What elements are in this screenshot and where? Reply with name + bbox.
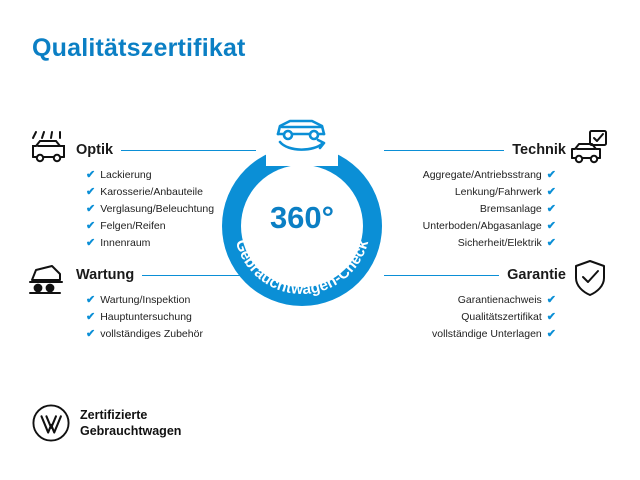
- list-item: [384, 218, 556, 235]
- badge-360-check: [222, 146, 382, 306]
- letterbox-top: [0, 0, 640, 8]
- list-item-label: Unterboden/Abgasanlage: [422, 220, 542, 232]
- check-icon: ✔: [86, 311, 96, 323]
- list-item-label: Lackierung: [100, 169, 152, 181]
- section-garantie: [384, 267, 566, 343]
- list-item-label: Aggregate/Antriebsstrang: [422, 169, 542, 181]
- vw-logo: [32, 404, 70, 442]
- check-icon: ✔: [546, 294, 556, 306]
- list-item-label: Wartung/Inspektion: [100, 294, 191, 306]
- check-icon: ✔: [546, 328, 556, 340]
- list-item-label: vollständige Unterlagen: [432, 328, 542, 340]
- section-garantie-title: Garantie: [507, 267, 566, 283]
- letterbox-bottom: [0, 472, 640, 480]
- list-item: [384, 326, 556, 343]
- list-item: [384, 184, 556, 201]
- check-icon: ✔: [546, 169, 556, 181]
- section-garantie-header: [384, 267, 566, 283]
- list-item-label: Qualitätszertifikat: [461, 311, 542, 323]
- section-technik: [384, 142, 566, 252]
- check-icon: ✔: [86, 203, 96, 215]
- shield-check-icon: [572, 258, 612, 305]
- check-icon: ✔: [546, 220, 556, 232]
- list-item-label: Lenkung/Fahrwerk: [454, 186, 542, 198]
- check-icon: ✔: [86, 294, 96, 306]
- page-title: Qualitätszertifikat: [32, 34, 246, 62]
- car-wash-icon: [26, 130, 72, 175]
- list-item-label: Felgen/Reifen: [100, 220, 166, 232]
- footer-text: [80, 407, 181, 439]
- car-lift-icon: [26, 262, 72, 303]
- list-item: [384, 235, 556, 252]
- list-item-label: Karosserie/Anbauteile: [100, 186, 203, 198]
- list-item-label: Garantienachweis: [457, 294, 542, 306]
- check-icon: ✔: [86, 328, 96, 340]
- list-item-label: Innenraum: [100, 237, 151, 249]
- section-technik-header: [384, 142, 566, 158]
- footer-line-2: Gebrauchtwagen: [80, 424, 182, 438]
- divider: [384, 150, 504, 151]
- section-wartung-title: Wartung: [76, 267, 135, 283]
- check-icon: ✔: [86, 186, 96, 198]
- list-item: [384, 309, 556, 326]
- section-technik-items: [384, 167, 566, 252]
- badge-arc-text: Gebrauchtwagen-Check: [231, 237, 373, 299]
- list-item: [384, 201, 556, 218]
- section-optik-title: Optik: [76, 142, 114, 158]
- section-garantie-items: [384, 292, 566, 343]
- check-icon: ✔: [86, 220, 96, 232]
- list-item-label: Verglasung/Beleuchtung: [100, 203, 215, 215]
- car-rotation-icon: [268, 110, 336, 158]
- list-item: [384, 167, 556, 184]
- check-icon: ✔: [86, 237, 96, 249]
- list-item-label: Hauptuntersuchung: [100, 311, 192, 323]
- list-item: [384, 292, 556, 309]
- badge-degrees: 360°: [269, 200, 335, 235]
- list-item: [86, 326, 256, 343]
- list-item-label: Sicherheit/Elektrik: [457, 237, 542, 249]
- list-item-label: Bremsanlage: [479, 203, 542, 215]
- car-check-icon: [570, 130, 614, 175]
- divider: [384, 275, 499, 276]
- check-icon: ✔: [546, 203, 556, 215]
- check-icon: ✔: [546, 186, 556, 198]
- check-icon: ✔: [546, 237, 556, 249]
- section-technik-title: Technik: [512, 142, 566, 158]
- check-icon: ✔: [86, 169, 96, 181]
- list-item-label: vollständiges Zubehör: [100, 328, 203, 340]
- footer-line-1: Zertifizierte: [80, 408, 148, 422]
- check-icon: ✔: [546, 311, 556, 323]
- footer-brand: [32, 404, 181, 442]
- list-item: [86, 309, 256, 326]
